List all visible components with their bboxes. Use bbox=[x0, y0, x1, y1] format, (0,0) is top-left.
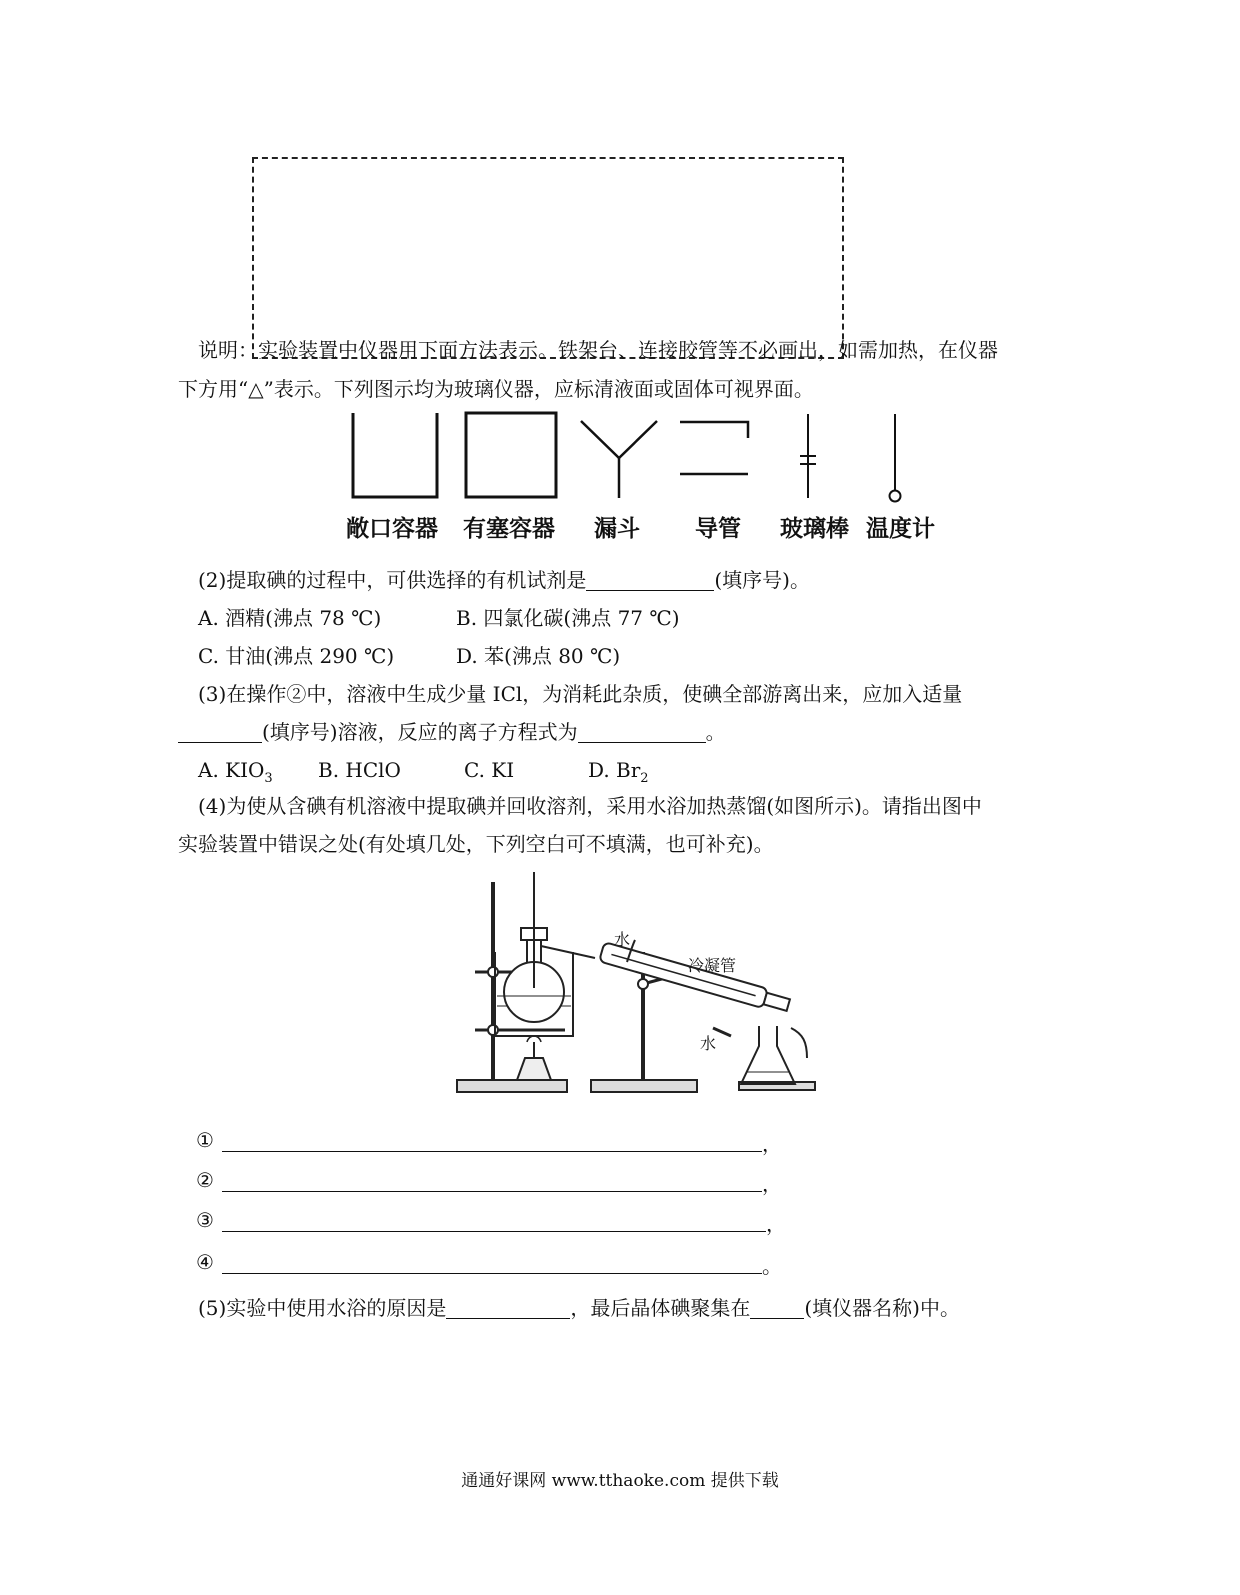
label-tube: 导管 bbox=[695, 515, 741, 542]
answer-end-1: ， bbox=[762, 1132, 782, 1156]
q3-option-c: C. KI bbox=[464, 758, 515, 782]
q5-text-c: (填仪器名称)中。 bbox=[804, 1296, 960, 1320]
thermometer-symbol bbox=[884, 412, 906, 504]
open-container-symbol bbox=[350, 410, 440, 500]
q5-text-a: (5)实验中使用水浴的原因是 bbox=[198, 1296, 447, 1320]
q3-option-d-text: D. Br bbox=[588, 758, 641, 782]
q4-line-2: 实验装置中错误之处(有处填几处，下列空白可不填满，也可补充)。 bbox=[178, 832, 774, 856]
answer-line-4[interactable] bbox=[222, 1273, 762, 1274]
answer-line-2[interactable] bbox=[222, 1191, 762, 1192]
label-open-container: 敞口容器 bbox=[346, 515, 438, 542]
q3-option-a-subscript: 3 bbox=[264, 771, 273, 786]
answer-number-4: ④ bbox=[196, 1250, 214, 1274]
distillation-apparatus-figure bbox=[455, 858, 835, 1114]
answer-drawing-box bbox=[252, 157, 844, 359]
label-stoppered-container: 有塞容器 bbox=[463, 515, 555, 542]
label-glass-rod: 玻璃棒 bbox=[780, 515, 849, 542]
q2-blank[interactable] bbox=[586, 570, 714, 591]
tube-symbol bbox=[678, 418, 754, 478]
q2-option-d: D. 苯(沸点 80 ℃) bbox=[456, 644, 621, 668]
label-water-in: 水 bbox=[614, 930, 631, 949]
q4-line-1: (4)为使从含碘有机溶液中提取碘并回收溶剂，采用水浴加热蒸馏(如图所示)。请指出图中 bbox=[198, 794, 982, 818]
q2-option-c: C. 甘油(沸点 290 ℃) bbox=[198, 644, 395, 668]
label-condenser: 冷凝管 bbox=[688, 956, 737, 975]
glass-rod-symbol bbox=[796, 412, 820, 500]
q2-option-b: B. 四氯化碳(沸点 77 ℃) bbox=[456, 606, 680, 630]
q3-option-d bbox=[588, 756, 649, 793]
answer-number-3: ③ bbox=[196, 1208, 214, 1232]
q2-stem bbox=[198, 566, 810, 594]
answer-line-1[interactable] bbox=[222, 1151, 762, 1152]
q2-option-a: A. 酒精(沸点 78 ℃) bbox=[198, 606, 382, 630]
q3-option-a bbox=[198, 756, 273, 793]
label-thermometer: 温度计 bbox=[866, 515, 935, 542]
q3-option-b: B. HClO bbox=[318, 758, 401, 782]
q3-blank-equation[interactable] bbox=[578, 722, 706, 743]
q5-line bbox=[198, 1294, 960, 1322]
answer-end-4: 。 bbox=[762, 1254, 782, 1278]
note-line-2: 下方用“△”表示。下列图示均为玻璃仪器，应标清液面或固体可视界面。 bbox=[178, 377, 814, 401]
q3-option-a-text: A. KIO bbox=[198, 758, 265, 782]
answer-row-3 bbox=[196, 1208, 786, 1238]
q5-text-b: ，最后晶体碘聚集在 bbox=[570, 1296, 751, 1320]
answer-row-2 bbox=[196, 1168, 782, 1198]
q2-stem-suffix: (填序号)。 bbox=[714, 568, 810, 592]
q2-stem-text: (2)提取碘的过程中，可供选择的有机试剂是 bbox=[198, 568, 587, 592]
label-water-out: 水 bbox=[700, 1034, 717, 1053]
q3-line-2-suffix: 。 bbox=[705, 720, 726, 744]
q3-line-2 bbox=[178, 718, 726, 746]
page-footer: 通通好课网 www.tthaoke.com 提供下载 bbox=[461, 1471, 779, 1491]
answer-end-3: ， bbox=[766, 1212, 786, 1236]
q5-blank-reason[interactable] bbox=[446, 1298, 570, 1319]
answer-number-2: ② bbox=[196, 1168, 214, 1192]
q5-blank-instrument[interactable] bbox=[750, 1298, 804, 1319]
q3-line-1: (3)在操作②中，溶液中生成少量 ICl，为消耗此杂质，使碘全部游离出来，应加入适量 bbox=[198, 682, 963, 706]
answer-row-4 bbox=[196, 1250, 782, 1280]
answer-row-1 bbox=[196, 1128, 782, 1158]
stoppered-container-symbol bbox=[463, 410, 559, 500]
answer-end-2: ， bbox=[762, 1172, 782, 1196]
label-funnel: 漏斗 bbox=[594, 515, 640, 542]
answer-line-3[interactable] bbox=[222, 1231, 766, 1232]
q3-blank-reagent[interactable] bbox=[178, 722, 262, 743]
q3-line-2-text: (填序号)溶液，反应的离子方程式为 bbox=[262, 720, 578, 744]
q3-option-d-subscript: 2 bbox=[640, 771, 649, 786]
answer-number-1: ① bbox=[196, 1128, 214, 1152]
note-line-1: 说明：实验装置中仪器用下面方法表示。铁架台、连接胶管等不必画出，如需加热，在仪器 bbox=[198, 338, 998, 362]
funnel-symbol bbox=[578, 418, 660, 500]
